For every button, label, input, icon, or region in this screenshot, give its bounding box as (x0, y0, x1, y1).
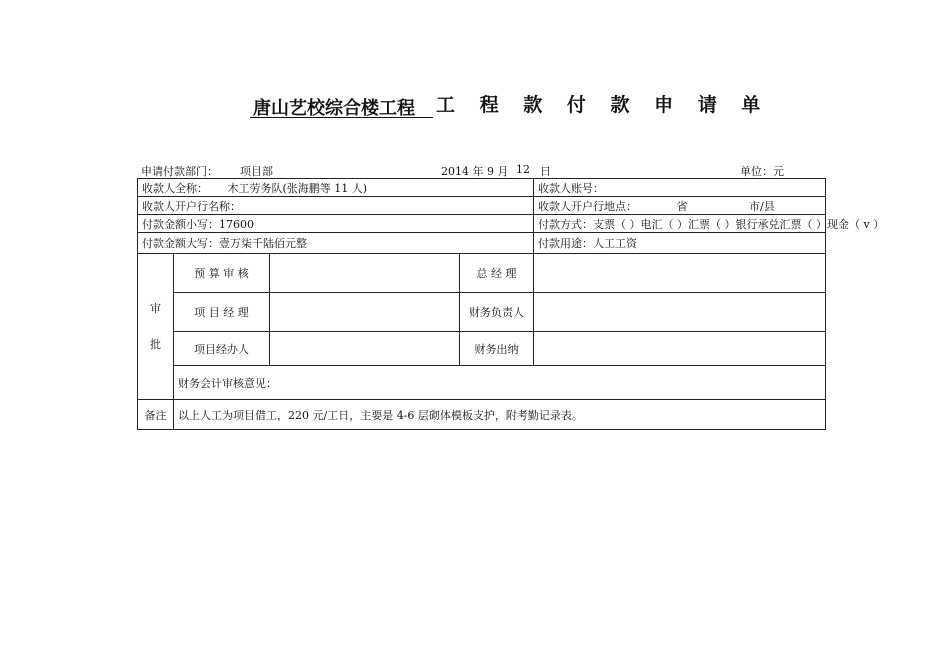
project-manager-sign (270, 293, 460, 332)
payee-account-cell (534, 179, 826, 197)
approval-side-cell (138, 254, 174, 400)
pay-method-cell (534, 215, 885, 233)
amount-big-row (138, 233, 826, 254)
approval-row-3 (138, 332, 826, 366)
remarks-label: 备注 (138, 400, 174, 430)
province-label: 省 (676, 199, 688, 213)
general-manager-sign (534, 254, 826, 293)
date-day: 12 (516, 163, 530, 176)
approval-row-2 (138, 293, 826, 332)
amount-small-label: 付款金额小写： (142, 217, 219, 231)
amount-big-cell (138, 233, 534, 254)
finance-head-sign (534, 293, 826, 332)
date-year-month: 2014 年 9 月 (441, 165, 509, 178)
approval-row-4 (138, 366, 826, 400)
payee-bank-location-label: 收款人开户行地点： (538, 199, 638, 213)
payee-name-value: 木工劳务队(张海鹏等 11 人) (227, 181, 368, 195)
payee-name-label: 收款人全称： (142, 181, 208, 195)
payee-account-label: 收款人账号： (538, 181, 605, 195)
form-title: 工 程 款 付 款 申 请 单 (436, 94, 770, 116)
pay-method-text: 付款方式：支票（ ）电汇（ ）汇票（ ）银行承兑汇票（ ）现金（ v ） (538, 217, 885, 231)
bank-row (138, 197, 826, 215)
approval-row-1 (138, 254, 826, 293)
budget-review-sign (270, 254, 460, 293)
dept-value: 项目部 (240, 165, 273, 178)
project-name: 唐山艺校综合楼工程 (253, 98, 415, 119)
budget-review-label: 预 算 审 核 (174, 254, 270, 293)
remarks-text: 以上人工为项目借工，220 元/工日，主要是 4-6 层砌体模板支护，附考勤记录表。 (174, 400, 826, 430)
project-handler-label: 项目经办人 (174, 332, 270, 366)
amount-big-value: 壹万柒千陆佰元整 (219, 237, 307, 250)
payee-bank-location-cell (534, 197, 826, 215)
project-name-underline (250, 117, 433, 118)
accounting-opinion-cell (174, 366, 826, 400)
project-manager-label: 项 目 经 理 (174, 293, 270, 332)
payee-row (138, 179, 826, 197)
project-handler-sign (270, 332, 460, 366)
finance-cashier-sign (534, 332, 826, 366)
payment-form-table (137, 178, 885, 430)
payee-name-cell (138, 179, 534, 197)
finance-head-label: 财务负责人 (460, 293, 534, 332)
date-suffix: 日 (540, 165, 551, 178)
unit-label: 单位：元 (740, 165, 784, 178)
general-manager-label: 总 经 理 (460, 254, 534, 293)
approval-side-2: 批 (150, 337, 161, 351)
purpose-value: 人工工资 (593, 237, 638, 250)
purpose-cell (534, 233, 826, 254)
amount-small-cell (138, 215, 534, 233)
accounting-opinion-label: 财务会计审核意见： (178, 376, 277, 390)
dept-label: 申请付款部门： (141, 165, 218, 178)
amount-small-value: 17600 (219, 217, 254, 231)
purpose-label: 付款用途： (538, 237, 594, 250)
payee-bank-label: 收款人开户行名称： (142, 199, 241, 213)
remarks-row (138, 400, 826, 430)
amount-big-label: 付款金额大写： (142, 237, 219, 250)
approval-side-1: 审 (150, 301, 161, 315)
payee-bank-cell (138, 197, 534, 215)
finance-cashier-label: 财务出纳 (460, 332, 534, 366)
amount-small-row (138, 215, 826, 233)
city-label: 市/县 (749, 199, 775, 213)
